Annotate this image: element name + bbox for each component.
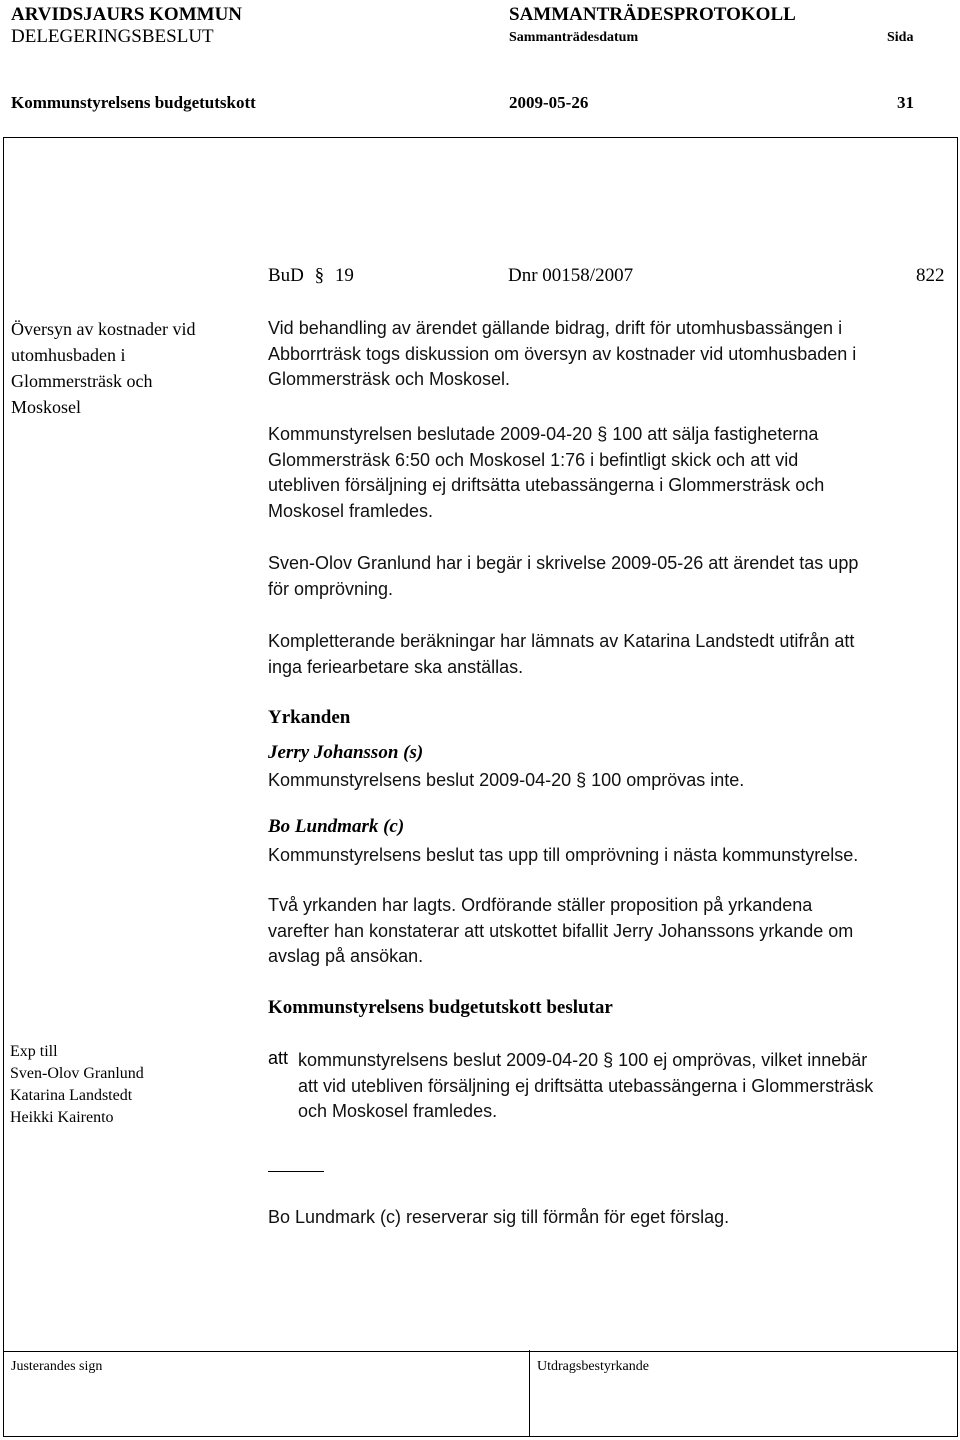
signature-divider bbox=[529, 1350, 530, 1437]
sidebar-topic bbox=[11, 316, 251, 420]
bud-number: 19 bbox=[334, 265, 354, 286]
yrkande-1-text bbox=[268, 768, 938, 794]
exp-line: Katarina Landstedt bbox=[10, 1087, 133, 1104]
topic-line: Översyn av kostnader vid bbox=[11, 319, 196, 339]
org-name: ARVIDSJAURS KOMMUN bbox=[11, 4, 243, 25]
signature-row bbox=[3, 1350, 958, 1437]
reservation bbox=[268, 1205, 938, 1231]
text-line: Vid behandling av ärendet gällande bidrag, drift för utomhusbassängen i bbox=[268, 318, 843, 338]
yrkande-2-text bbox=[268, 843, 938, 869]
topic-line: Glommersträsk och bbox=[11, 371, 153, 391]
section-sign: § bbox=[314, 265, 325, 286]
justerandes-sign-label: Justerandes sign bbox=[11, 1359, 103, 1374]
decision-text bbox=[298, 1048, 938, 1125]
text-line: Glommersträsk och Moskosel. bbox=[268, 369, 511, 390]
text-line: Moskosel framledes. bbox=[268, 500, 434, 521]
topic-line: utomhusbaden i bbox=[11, 345, 126, 365]
case-code: 822 bbox=[916, 265, 945, 286]
text-line: Kommunstyrelsens beslut tas upp till omprövning i nästa kommunstyrelse. bbox=[268, 845, 859, 865]
text-line: Två yrkanden har lagts. Ordförande ställer proposition på yrkandena bbox=[268, 895, 813, 915]
paragraph-calculations bbox=[268, 629, 938, 680]
date-label: Sammanträdesdatum bbox=[509, 30, 639, 45]
text-line: att vid utebliven försäljning ej driftsätta utebassängerna i Glommersträsk bbox=[298, 1075, 874, 1096]
text-line: Kompletterande beräkningar har lämnats av Katarina Landstedt utifrån att bbox=[268, 631, 855, 651]
yrkanden-heading: Yrkanden bbox=[268, 707, 351, 728]
paragraph-previous-decision bbox=[268, 422, 938, 524]
text-line: Abborrträsk togs diskussion om översyn av kostnader vid utomhusbaden i bbox=[268, 343, 857, 364]
dnr: Dnr 00158/2007 bbox=[508, 265, 634, 286]
exp-line: Sven-Olov Granlund bbox=[10, 1065, 144, 1082]
yrkande-2-name: Bo Lundmark (c) bbox=[268, 816, 405, 837]
paragraph-proposition bbox=[268, 893, 938, 970]
body-name: Kommunstyrelsens budgetutskott bbox=[11, 93, 256, 112]
text-line: Sven-Olov Granlund har i begär i skrivelse 2009-05-26 att ärendet tas upp bbox=[268, 553, 859, 573]
text-line: Kommunstyrelsen beslutade 2009-04-20 § 100 att sälja fastigheterna bbox=[268, 424, 819, 444]
exp-line: Exp till bbox=[10, 1043, 58, 1060]
paragraph-background bbox=[268, 316, 938, 393]
doc-type: DELEGERINGSBESLUT bbox=[11, 26, 214, 47]
page-label: Sida bbox=[887, 30, 914, 45]
text-line: Glommersträsk 6:50 och Moskosel 1:76 i befintligt skick och att vid bbox=[268, 449, 799, 470]
text-line: och Moskosel framledes. bbox=[298, 1101, 498, 1122]
case-reference bbox=[268, 265, 354, 287]
bud-label: BuD bbox=[268, 265, 304, 286]
decision-prefix: att bbox=[268, 1048, 289, 1068]
text-line: Kommunstyrelsens beslut 2009-04-20 § 100 omprövas inte. bbox=[268, 770, 745, 790]
text-line: för omprövning. bbox=[268, 578, 394, 599]
paragraph-request bbox=[268, 551, 938, 602]
text-line: avslag på ansökan. bbox=[268, 946, 424, 967]
topic-line: Moskosel bbox=[11, 397, 82, 417]
text-line: kommunstyrelsens beslut 2009-04-20 § 100 ej omprövas, vilket innebär bbox=[298, 1050, 868, 1070]
text-line: varefter han konstaterar att utskottet bifallit Jerry Johanssons yrkande om bbox=[268, 920, 854, 941]
utdragsbestyrkande-label: Utdragsbestyrkande bbox=[537, 1359, 649, 1374]
exp-line: Heikki Kairento bbox=[10, 1109, 114, 1126]
decision-heading: Kommunstyrelsens budgetutskott beslutar bbox=[268, 997, 613, 1018]
text-line: utebliven försäljning ej driftsätta utebassängerna i Glommersträsk och bbox=[268, 475, 825, 496]
yrkande-1-name: Jerry Johansson (s) bbox=[268, 742, 424, 763]
sidebar-expedition bbox=[10, 1041, 144, 1129]
protocol-title: SAMMANTRÄDESPROTOKOLL bbox=[509, 4, 796, 25]
meeting-date: 2009-05-26 bbox=[509, 93, 589, 112]
text-line: inga feriearbetare ska anställas. bbox=[268, 656, 524, 677]
separator-line bbox=[268, 1171, 324, 1172]
text-line: Bo Lundmark (c) reserverar sig till förmån för eget förslag. bbox=[268, 1207, 730, 1227]
page-number: 31 bbox=[897, 93, 914, 112]
